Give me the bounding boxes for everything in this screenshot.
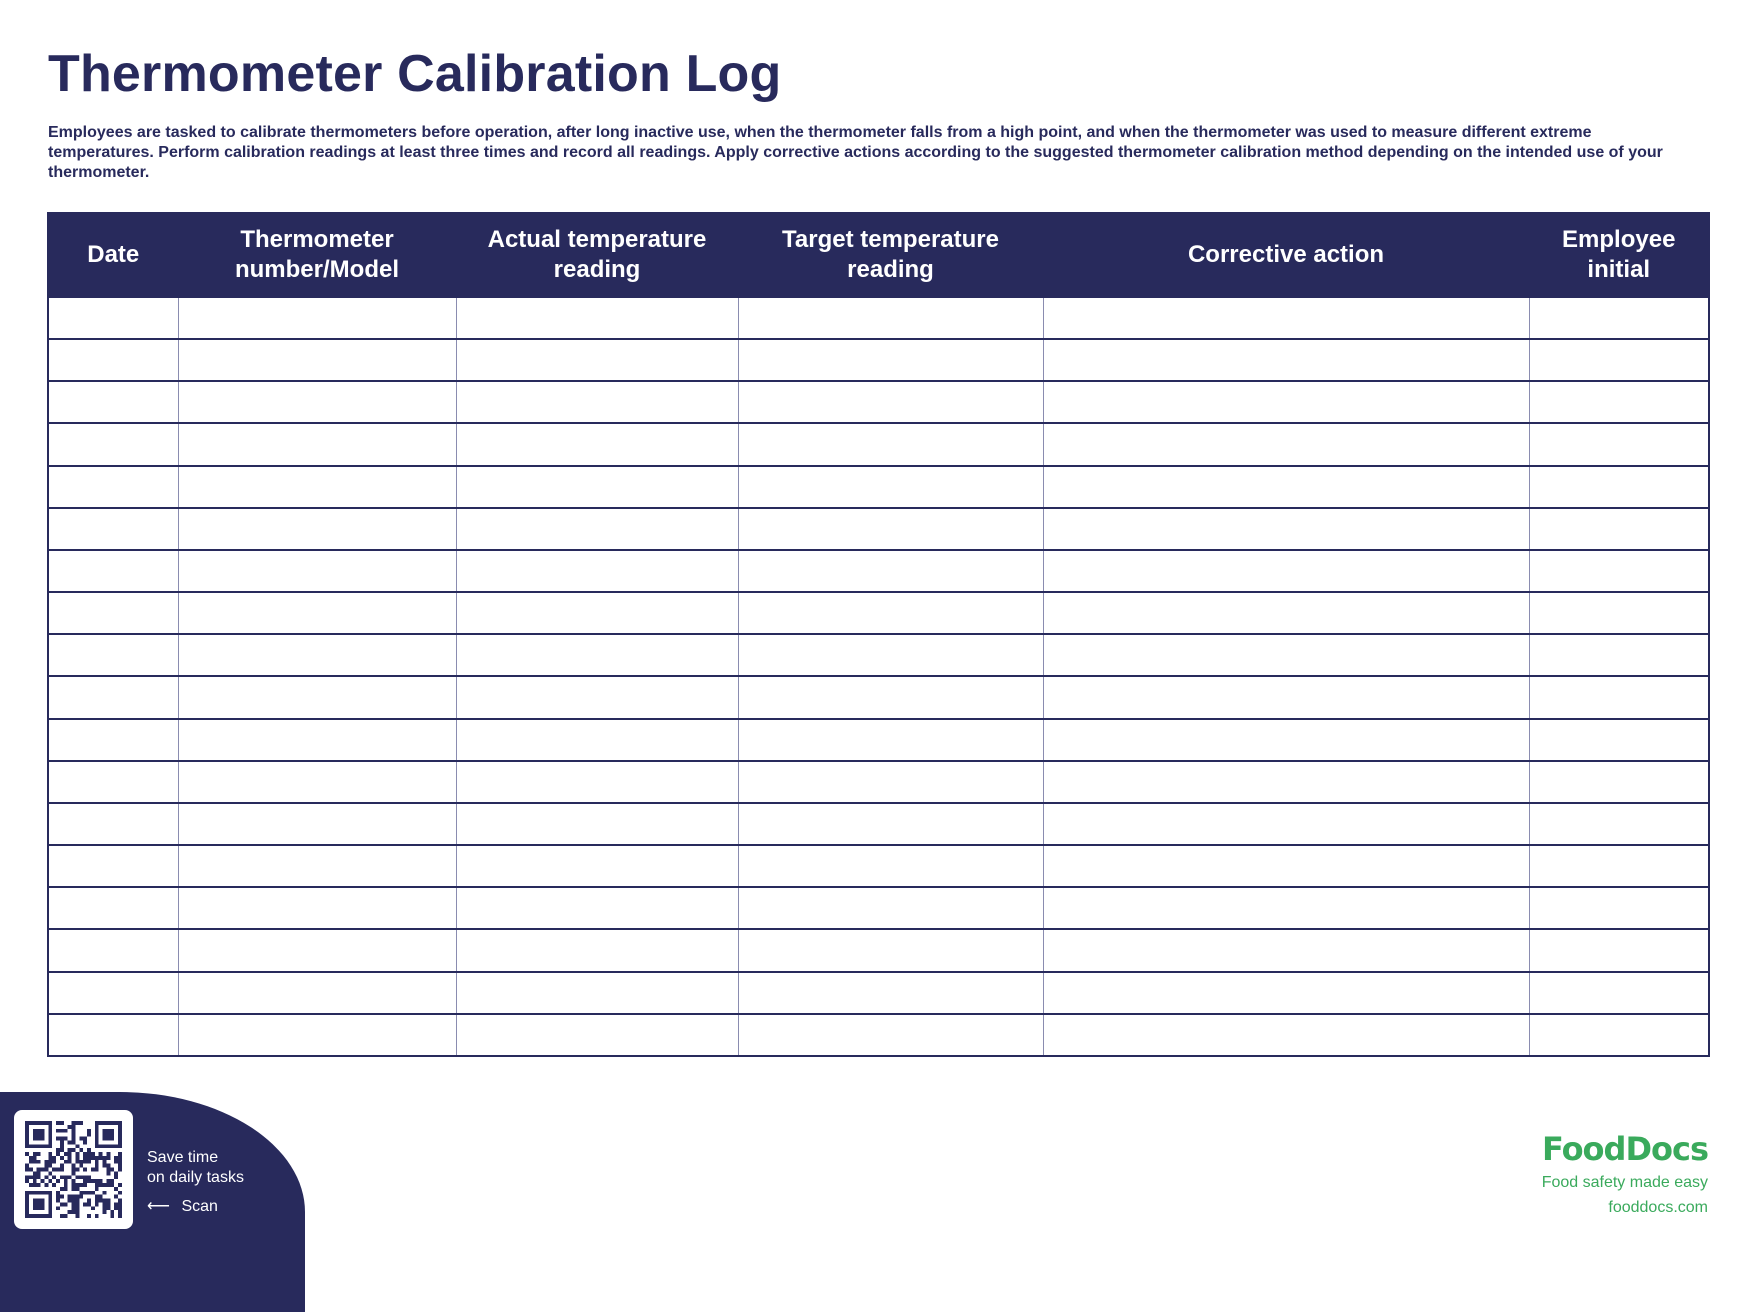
table-cell[interactable] — [178, 339, 456, 381]
table-header-row — [48, 213, 1709, 297]
table-cell[interactable] — [738, 845, 1043, 887]
table-cell[interactable] — [738, 508, 1043, 550]
table-cell[interactable] — [178, 423, 456, 465]
table-cell[interactable] — [738, 676, 1043, 718]
column-header-thermometer-model: Thermometer number/Model — [178, 213, 456, 297]
table-cell[interactable] — [1043, 466, 1529, 508]
column-header-actual-temperature: Actual temperature reading — [456, 213, 738, 297]
table-cell[interactable] — [456, 719, 738, 761]
table-cell[interactable] — [456, 339, 738, 381]
table-row — [48, 339, 1709, 381]
table-row — [48, 381, 1709, 423]
table-cell[interactable] — [738, 592, 1043, 634]
table-row — [48, 972, 1709, 1014]
table-cell[interactable] — [178, 761, 456, 803]
table-row — [48, 297, 1709, 339]
table-cell[interactable] — [1529, 297, 1709, 339]
table-row — [48, 592, 1709, 634]
table-cell[interactable] — [1529, 634, 1709, 676]
table-cell[interactable] — [178, 550, 456, 592]
table-row — [48, 887, 1709, 929]
table-cell[interactable] — [48, 634, 178, 676]
qr-code-icon — [25, 1121, 122, 1218]
table-cell[interactable] — [456, 634, 738, 676]
table-cell[interactable] — [178, 508, 456, 550]
table-cell[interactable] — [456, 297, 738, 339]
table-cell[interactable] — [178, 634, 456, 676]
column-header-date: Date — [48, 213, 178, 297]
table-cell[interactable] — [738, 803, 1043, 845]
brand-url[interactable]: fooddocs.com — [1608, 1199, 1708, 1216]
scan-hint — [147, 1197, 218, 1217]
table-cell[interactable] — [1529, 381, 1709, 423]
table-cell[interactable] — [1043, 1014, 1529, 1056]
table-cell[interactable] — [456, 803, 738, 845]
column-header-target-temperature: Target temperature reading — [738, 213, 1043, 297]
table-cell[interactable] — [1529, 845, 1709, 887]
table-cell[interactable] — [1529, 972, 1709, 1014]
table-cell[interactable] — [48, 592, 178, 634]
table-cell[interactable] — [1043, 339, 1529, 381]
table-cell[interactable] — [456, 466, 738, 508]
table-cell[interactable] — [738, 550, 1043, 592]
table-cell[interactable] — [738, 887, 1043, 929]
table-cell[interactable] — [48, 887, 178, 929]
table-cell[interactable] — [456, 676, 738, 718]
table-cell[interactable] — [178, 803, 456, 845]
table-cell[interactable] — [178, 972, 456, 1014]
table-cell[interactable] — [738, 297, 1043, 339]
table-cell[interactable] — [178, 929, 456, 971]
table-row — [48, 1014, 1709, 1056]
table-cell[interactable] — [738, 719, 1043, 761]
table-cell[interactable] — [48, 297, 178, 339]
table-cell[interactable] — [178, 719, 456, 761]
table-cell[interactable] — [48, 803, 178, 845]
table-cell[interactable] — [1043, 972, 1529, 1014]
table-row — [48, 845, 1709, 887]
table-cell[interactable] — [738, 339, 1043, 381]
table-cell[interactable] — [456, 887, 738, 929]
table-cell[interactable] — [738, 423, 1043, 465]
table-cell[interactable] — [178, 887, 456, 929]
column-header-employee-initial: Employee initial — [1529, 213, 1709, 297]
table-body — [48, 297, 1709, 1056]
table-cell[interactable] — [738, 972, 1043, 1014]
table-row — [48, 508, 1709, 550]
table-cell[interactable] — [1529, 929, 1709, 971]
table-cell[interactable] — [48, 423, 178, 465]
table-cell[interactable] — [1529, 466, 1709, 508]
table-cell[interactable] — [1043, 719, 1529, 761]
table-cell[interactable] — [1043, 634, 1529, 676]
calibration-log-table — [47, 212, 1710, 1057]
table-cell[interactable] — [738, 381, 1043, 423]
table-cell[interactable] — [48, 1014, 178, 1056]
table-cell[interactable] — [48, 972, 178, 1014]
table-cell[interactable] — [1043, 803, 1529, 845]
table-cell[interactable] — [456, 1014, 738, 1056]
table-cell[interactable] — [178, 466, 456, 508]
table-cell[interactable] — [1529, 339, 1709, 381]
table-cell[interactable] — [1529, 676, 1709, 718]
table-cell[interactable] — [1529, 508, 1709, 550]
table-cell[interactable] — [738, 466, 1043, 508]
table-cell[interactable] — [456, 761, 738, 803]
table-cell[interactable] — [1043, 676, 1529, 718]
table-cell[interactable] — [456, 972, 738, 1014]
table-cell[interactable] — [456, 381, 738, 423]
table-cell[interactable] — [48, 761, 178, 803]
table-cell[interactable] — [456, 550, 738, 592]
table-cell[interactable] — [48, 466, 178, 508]
table-cell[interactable] — [738, 929, 1043, 971]
intro-paragraph: Employees are tasked to calibrate thermometers before operation, after long inactive use, when the thermometer falls from a high point, and when the thermometer was used to measure different extreme temperatures. Perform calibration readings at least three times and record all readings. Apply corrective actions according to the suggested thermometer calibration method depending on the intended use of your thermometer. — [48, 124, 1663, 181]
table-cell[interactable] — [48, 550, 178, 592]
table-row — [48, 423, 1709, 465]
table-cell[interactable] — [1529, 719, 1709, 761]
table-cell[interactable] — [456, 929, 738, 971]
table-row — [48, 719, 1709, 761]
table-row — [48, 929, 1709, 971]
table-cell[interactable] — [178, 1014, 456, 1056]
qr-code[interactable] — [14, 1110, 133, 1229]
table-cell[interactable] — [1043, 761, 1529, 803]
arrow-left-icon: ⟵ — [147, 1198, 170, 1215]
table-cell[interactable] — [1529, 803, 1709, 845]
brand-logo: FoodDocs — [1542, 1130, 1708, 1168]
brand-tagline: Food safety made easy — [1541, 1174, 1708, 1191]
table-cell[interactable] — [1043, 887, 1529, 929]
table-row — [48, 466, 1709, 508]
table-cell[interactable] — [456, 508, 738, 550]
table-cell[interactable] — [178, 381, 456, 423]
table-cell[interactable] — [738, 634, 1043, 676]
table-cell[interactable] — [738, 1014, 1043, 1056]
table-cell[interactable] — [1529, 592, 1709, 634]
table-cell[interactable] — [178, 297, 456, 339]
table-cell[interactable] — [1529, 550, 1709, 592]
table-cell[interactable] — [1529, 1014, 1709, 1056]
table-cell[interactable] — [48, 381, 178, 423]
table-cell[interactable] — [1043, 297, 1529, 339]
table-cell[interactable] — [1529, 423, 1709, 465]
table-row — [48, 634, 1709, 676]
table-cell[interactable] — [1043, 592, 1529, 634]
table-cell[interactable] — [1043, 550, 1529, 592]
scan-label: Scan — [181, 1198, 218, 1215]
page-title: Thermometer Calibration Log — [48, 45, 782, 103]
save-time-line1: Save time — [147, 1149, 219, 1166]
table-row — [48, 676, 1709, 718]
table-row — [48, 550, 1709, 592]
table-cell[interactable] — [48, 339, 178, 381]
table-cell[interactable] — [48, 845, 178, 887]
save-time-line2: on daily tasks — [147, 1169, 244, 1186]
table-cell[interactable] — [456, 423, 738, 465]
table-cell[interactable] — [178, 845, 456, 887]
table-cell[interactable] — [178, 592, 456, 634]
table-cell[interactable] — [48, 719, 178, 761]
table-cell[interactable] — [48, 929, 178, 971]
table-cell[interactable] — [1043, 423, 1529, 465]
table-cell[interactable] — [1529, 761, 1709, 803]
table-cell[interactable] — [1043, 508, 1529, 550]
table-cell[interactable] — [1529, 887, 1709, 929]
column-header-corrective-action: Corrective action — [1043, 213, 1529, 297]
table-row — [48, 803, 1709, 845]
table-cell[interactable] — [48, 508, 178, 550]
table-cell[interactable] — [456, 592, 738, 634]
table-cell[interactable] — [178, 676, 456, 718]
table-row — [48, 761, 1709, 803]
table-cell[interactable] — [48, 676, 178, 718]
table-cell[interactable] — [738, 761, 1043, 803]
table-cell[interactable] — [1043, 929, 1529, 971]
table-cell[interactable] — [1043, 381, 1529, 423]
table-cell[interactable] — [1043, 845, 1529, 887]
table-cell[interactable] — [456, 845, 738, 887]
